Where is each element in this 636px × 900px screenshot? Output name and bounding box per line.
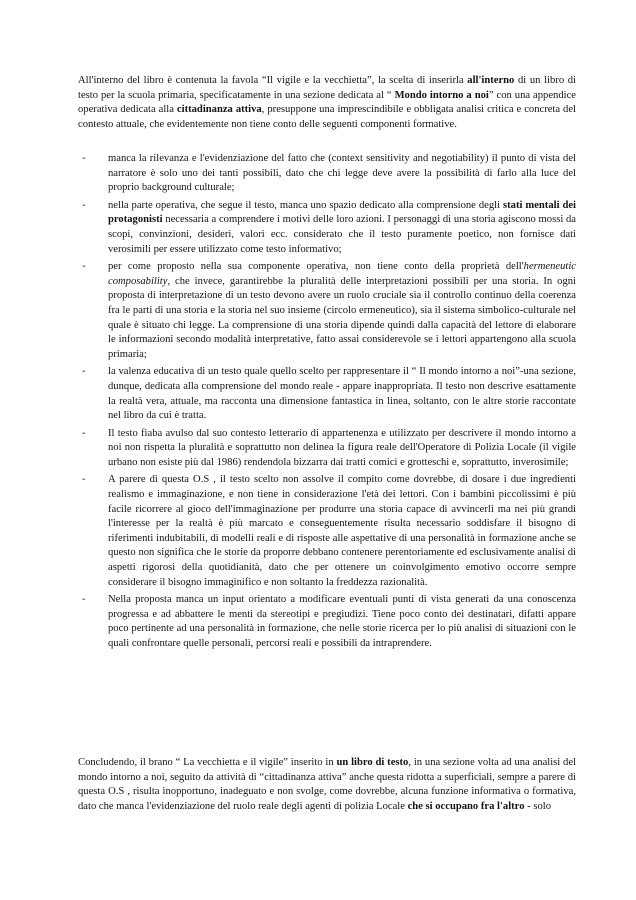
bullet-dash: - xyxy=(82,153,86,164)
list-item-italic-text: hermeneutic composability xyxy=(108,261,576,287)
conclusion-bold-text: che si occupano fra l'altro xyxy=(407,800,525,812)
list-item xyxy=(78,365,576,423)
intro-bold-text: all'interno xyxy=(467,75,515,86)
conclusion-text: - solo xyxy=(524,800,551,812)
list-item-bold-text: stati mentali dei protagonisti xyxy=(108,199,577,226)
bullet-dash: - xyxy=(82,594,86,606)
active-citizenship-term: cittadinanza attiva xyxy=(176,104,262,116)
bullet-dash: - xyxy=(82,366,86,378)
list-item xyxy=(78,427,576,471)
section-title-reference: Mondo intorno a noi xyxy=(394,89,489,101)
bullet-list xyxy=(78,152,576,655)
list-item xyxy=(78,593,576,651)
list-item-text: per come proposto nella sua componente operativa, non tiene conto della proprietà dell' xyxy=(108,261,524,273)
conclusion-bold-text: un libro di testo xyxy=(336,757,409,768)
list-item-text: la valenza educativa di un testo quale quello scelto per rappresentare il “ Il mondo intorno a noi”-una sezione, dunque, dedicata alla comprensione del mondo reale - appare inappropriata. Il testo non descrive esattamente la realtà vera, attuale, ma racconta una dimensione fantastica in linea, soltanto, con le altre storie raccontate nel libro da cui è tratta. xyxy=(108,366,576,422)
list-item-text: Nella proposta manca un input orientato a modificare eventuali punti di vista generati da una conoscenza progressa e ad abbattere le menti da stereotipi e pregiudizi. Tiene poco conto dei destinatari, difatti appare poco pertinente ad una personalità in formazione, che nelle storie ricerca per lo più analisi di situazioni con le quali confrontare quelle personali, percorsi reali e possibili da intraprendere. xyxy=(108,594,576,649)
list-item-text: necessaria a comprendere i motivi delle loro azioni. I personaggi di una storia agiscono mossi da scopi, convinzioni, desideri, valori ecc. considerato che il testo puramente poetico, non fornisce dati verosimili per essere utilizzato come testo informativo; xyxy=(108,214,576,255)
conclusion-text: , in una sezione volta ad una analisi del mondo intorno a noi, seguito da attività di “cittadinanza attiva” anche questa ridotta a superficiali, sempre a parere di questa O.S , risulta inopportuno, inadeguato e non svolge, come dovrebbe, alcuna funzione informativa o formativa, dato che manca l'evidenziazione del ruolo reale degli agenti di polizia Locale xyxy=(78,757,576,812)
intro-text: All'interno del libro è contenuta la favola “Il vigile e la vecchietta”, la scelta di inserirla xyxy=(78,75,468,86)
bullet-dash: - xyxy=(82,261,86,273)
intro-text: , presuppone una imprescindibile e obbligata analisi critica e concreta del contesto attuale, che evidentemente non tiene conto delle seguenti componenti formative. xyxy=(78,104,576,130)
list-item-text: manca la rilevanza e l'evidenziazione del fatto che (context sensitivity and negotiability) il punto di vista del narratore è solo uno dei tanti possibili, dato che chi legge deve avere la possibilità di farlo alla luce del proprio background culturale; xyxy=(108,153,576,194)
list-item xyxy=(78,260,576,362)
intro-text: di un libro di testo per la scuola primaria, specificatamente in una sezione dedicata al “ xyxy=(78,75,576,101)
bullet-dash: - xyxy=(82,427,86,439)
bullet-dash: - xyxy=(82,474,86,486)
list-item-text: , che invece, garantirebbe la pluralità delle interpretazioni possibili per una storia. In ogni proposta di interpretazione di un testo devono avere un ruolo cruciale sia il controllo continuo della coerenza fra le parti di una storia e la storia nel suo insieme (circolo ermeneutico), sia il sistema simbolico-culturale nel quale è situato chi legge. La comprensione di una storia dipende quindi dalla capacità del lettore di elaborare le informazioni secondo modalità interpretative, fatto assai considerevole se i lettori appartengono alla scuola primaria; xyxy=(108,275,576,360)
list-item xyxy=(78,152,576,196)
bullet-dash: - xyxy=(82,199,86,211)
list-item xyxy=(78,199,576,257)
list-item-text: nella parte operativa, che segue il testo, manca uno spazio dedicato alla comprensione degli xyxy=(108,199,503,211)
conclusion-text: Concludendo, il brano “ La vecchietta e il vigile” inserito in xyxy=(78,757,337,768)
list-item-text: Il testo fiaba avulso dal suo contesto letterario di appartenenza e utilizzato per descrivere il mondo intorno a noi non rispetta la pluralità e soprattutto non delinea la figura reale dell'Operatore di Polizia Locale (il vigile urbano non esiste più dal 1986) rendendola bizzarra dai tratti comici e grotteschi e, soprattutto, inverosimile; xyxy=(108,427,576,468)
list-item-text: A parere di questa O.S , il testo scelto non assolve il compito come dovrebbe, di dosare i due ingredienti realismo e immaginazione, e non tiene in considerazione l'età dei lettori. Con i bambini piccolissimi è più facile ricorrere al gioco dell'immaginazione per produrre una storia capace di avvincerli ma nei più grandi l'interesse per la realtà è più marcato e conseguentemente risulta necessario soddisfare il bisogno di riferimenti indubitabili, di modelli reali e di risposte alle aspettative di una personalità in formazione anche se questo non significa che le storie da proporre debbano contenere perentoriamente ed esclusivamente analisi di aspetti rigorosi della quotidianità, dato che per ottenere un coinvolgimento emotivo occorre sempre considerare il bisogno immaginifico e non soltanto la freddezza razionalità. xyxy=(108,474,576,588)
conclusion-paragraph xyxy=(78,756,576,814)
intro-text: ” con una appendice operativa dedicata alla xyxy=(78,89,576,116)
intro-paragraph xyxy=(78,74,576,132)
list-item xyxy=(78,473,576,590)
